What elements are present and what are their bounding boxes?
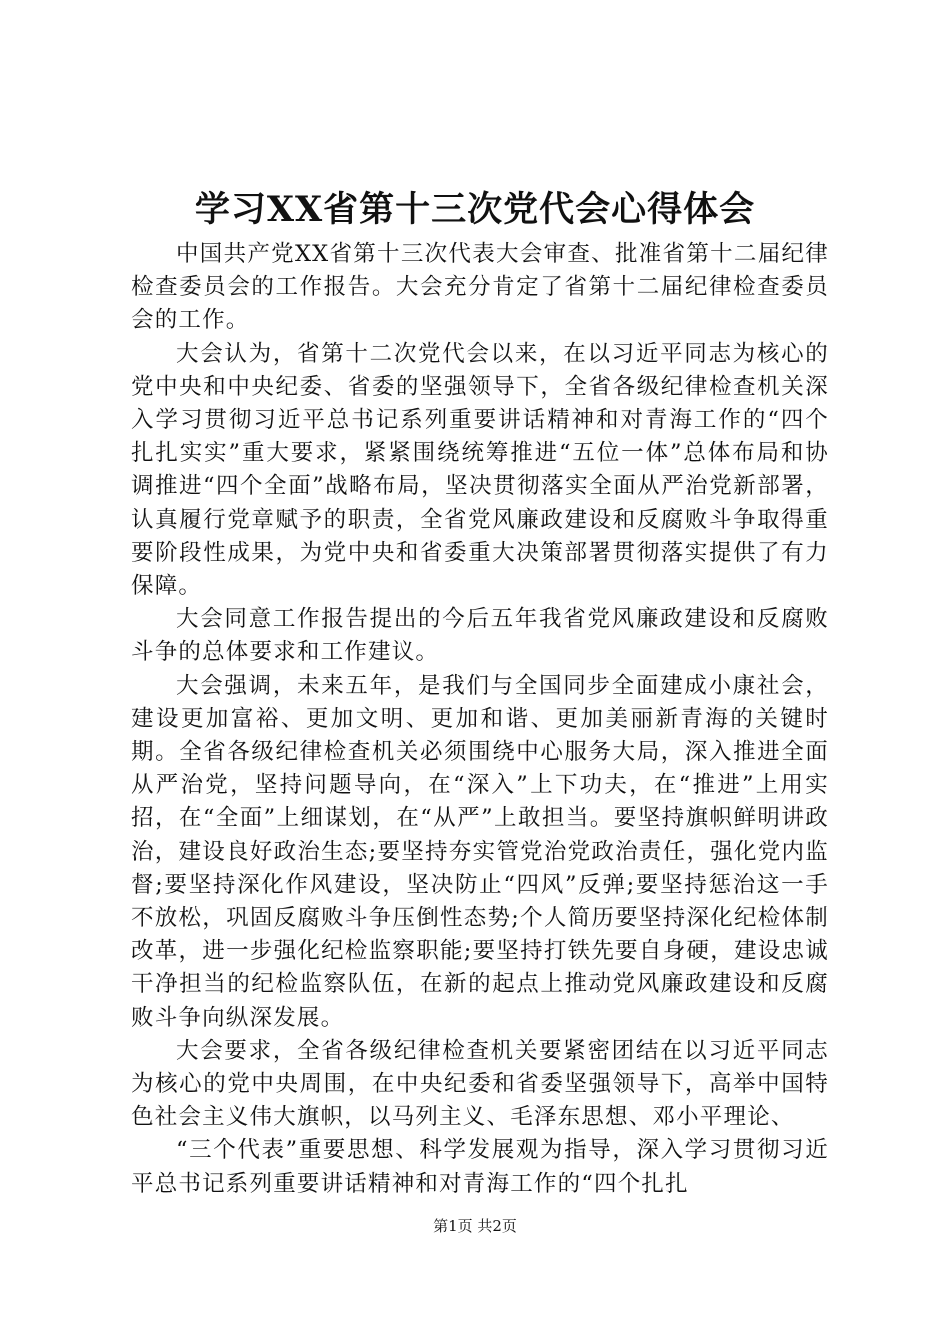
paragraph: 中国共产党XX省第十三次代表大会审查、批准省第十二届纪律检查委员会的工作报告。大会充分肯定了省第十二届纪律检查委员会的工作。	[131, 241, 829, 334]
page-footer: 第1页 共2页	[433, 1217, 517, 1235]
paragraph: 大会同意工作报告提出的今后五年我省党风廉政建设和反腐败斗争的总体要求和工作建议。	[131, 606, 829, 666]
paragraph: 大会强调，未来五年，是我们与全国同步全面建成小康社会，建设更加富裕、更加文明、更加和谐、更加美丽新青海的关键时期。全省各级纪律检查机关必须围绕中心服务大局，深入推进全面从严治党，坚持问题导向，在“深入”上下功夫，在“推进”上用实招，在“全面”上细谋划，在“从严”上敢担当。要坚持旗帜鲜明讲政治，建设良好政治生态;要坚持夯实管党治党政治责任，强化党内监督;要坚持深化作风建设，坚决防止“四风”反弹;要坚持惩治这一手不放松，巩固反腐败斗争压倒性态势;个人简历要坚持深化纪检体制改革，进一步强化纪检监察职能;要坚持打铁先要自身硬，建设忠诚干净担当的纪检监察队伍，在新的起点上推动党风廉政建设和反腐败斗争向纵深发展。	[131, 672, 829, 1031]
document-title: 学习XX省第十三次党代会心得体会	[194, 189, 756, 230]
paragraph: 大会认为，省第十二次党代会以来，在以习近平同志为核心的党中央和中央纪委、省委的坚强领导下，全省各级纪律检查机关深入学习贯彻习近平总书记系列重要讲话精神和对青海工作的“四个扎扎实实”重大要求，紧紧围绕统筹推进“五位一体”总体布局和协调推进“四个全面”战略布局，坚决贯彻落实全面从严治党新部署，认真履行党章赋予的职责，全省党风廉政建设和反腐败斗争取得重要阶段性成果，为党中央和省委重大决策部署贯彻落实提供了有力保障。	[131, 340, 829, 600]
paragraph: “三个代表”重要思想、科学发展观为指导，深入学习贯彻习近平总书记系列重要讲话精神和对青海工作的“四个扎扎	[131, 1137, 829, 1197]
paragraph: 大会要求，全省各级纪律检查机关要紧密团结在以习近平同志为核心的党中央周围，在中央纪委和省委坚强领导下，高举中国特色社会主义伟大旗帜，以马列主义、毛泽东思想、邓小平理论、	[131, 1037, 829, 1131]
document-body	[131, 238, 829, 1201]
